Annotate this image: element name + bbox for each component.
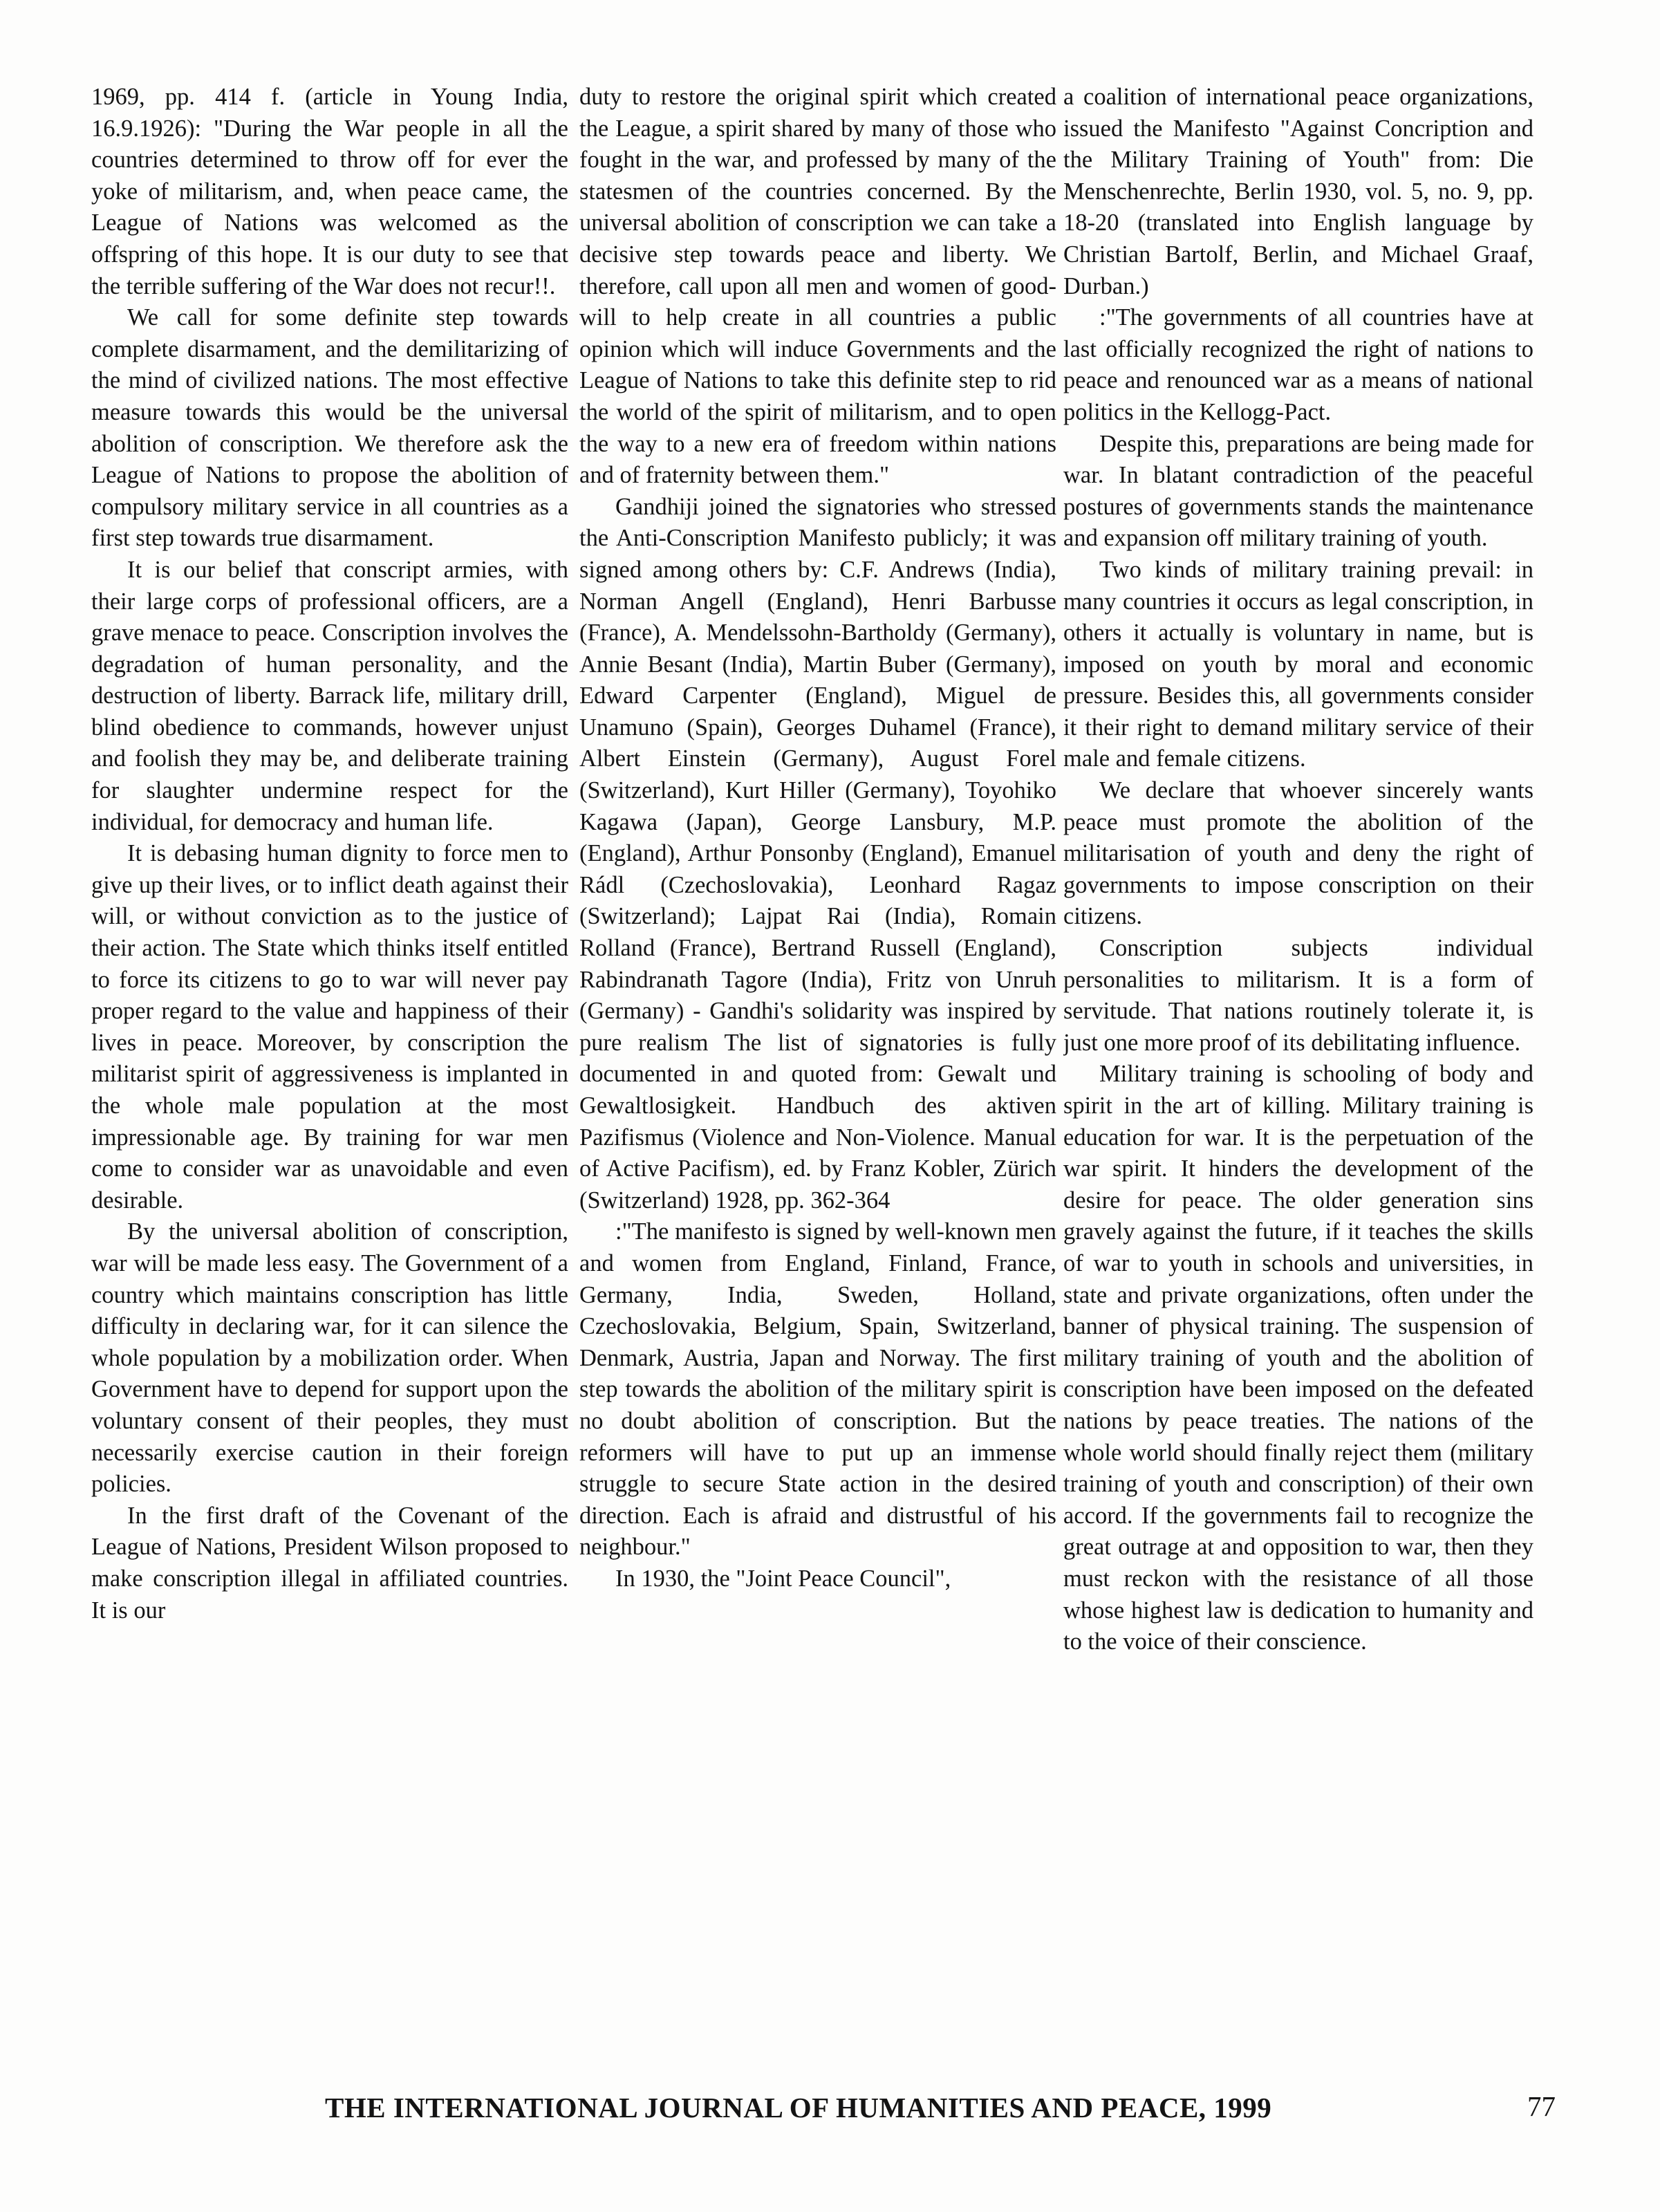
paragraph: We declare that whoever sincerely wants peace must promote the abolition of the militarisation of youth and deny the right of governments to impose conscription on their citizens. [1063,777,1533,930]
paragraph: :"The manifesto is signed by well-known men and women from England, Finland, France, Germany, India, Sweden, Holland, Czechoslovakia, Belgium, Spain, Switzerland, Denmark, Austria, Japan and Norway. The first step towards the abolition of the military spirit is no doubt abolition of conscription. But the reformers will have to put up an immense struggle to secure State action in the desired direction. Each is afraid and distrustful of his neighbour." [579,1218,1056,1561]
page-footer [325,2091,1556,2139]
paragraph: In 1930, the "Joint Peace Council", [615,1565,951,1592]
journal-title: THE INTERNATIONAL JOURNAL OF HUMANITIES AND PEACE, 1999 [325,2092,1272,2123]
paragraph: Gandhiji joined the signatories who stressed the Anti-Conscription Manifesto publicly; it was signed among others by: C.F. Andrews (India), Norman Angell (England), Henri Barbusse (France), A. Mendelssohn-Bartholdy (Germany), Annie Besant (India), Martin Buber (Germany), Edward Carpenter (England), Miguel de Unamuno (Spain), Georges Duhamel (France), Albert Einstein (Germany), August Forel (Switzerland), Kurt Hiller (Germany), Toyohiko Kagawa (Japan), George Lansbury, M.P. (England), Arthur Ponsonby (England), Emanuel Rádl (Czechoslovakia), Leonhard Ragaz (Switzerland); Lajpat Rai (India), Romain Rolland (France), Bertrand Russell (England), Rabindranath Tagore (India), Fritz von Unruh (Germany) - Gandhi's solidarity was inspired by pure realism The list of signatories is fully documented in and quoted from: Gewalt und Gewaltlosigkeit. Handbuch des aktiven Pazifismus (Violence and Non-Violence. Manual of Active Pacifism), ed. by Franz Kobler, Zürich (Switzerland) 1928, pp. 362-364 [579,493,1056,1214]
paragraph: Despite this, preparations are being made for war. In blatant contradiction of the peaceful postures of governments stands the maintenance and expansion off military training of youth. [1063,430,1533,552]
paragraph: By the universal abolition of conscription, war will be made less easy. The Government of a country which maintains conscription has little difficulty in declaring war, for it can silence the whole population by a mobilization order. When Government have to depend for support upon the voluntary consent of their peoples, they must necessarily exercise caution in their foreign policies. [91,1218,568,1498]
page-number: 77 [1527,2090,1556,2122]
text-column-1 [91,82,568,2038]
paragraph: Two kinds of military training prevail: in many countries it occurs as legal conscription, in others it actually is voluntary in name, but is imposed on youth by moral and economic pressure. Besides this, all governments consider it their right to demand military service of their male and female citizens. [1063,556,1533,772]
paragraph: 1969, pp. 414 f. (article in Young India, 16.9.1926): "During the War people in all the countries determined to throw off for ever the yoke of militarism, and, when peace came, the League of Nations was welcomed as the offspring of this hope. It is our duty to see that the terrible suffering of the War does not recur!!. [91,84,568,299]
paragraph: In the first draft of the Covenant of the League of Nations, President Wilson proposed to make conscription illegal in affiliated countries. It is our [91,1502,568,1624]
paragraph: duty to restore the original spirit which created the League, a spirit shared by many of those who fought in the war, and professed by many of the statesmen of the countries concerned. By the universal abolition of conscription we can take a decisive step towards peace and liberty. We therefore, call upon all men and women of good-will to help create in all countries a public opinion which will induce Governments and the League of Nations to take this definite step to rid the world of the spirit of militarism, and to open the way to a new era of freedom within nations and of fraternity between them." [579,84,1056,489]
paragraph: We call for some definite step towards complete disarmament, and the demilitarizing of the mind of civilized nations. The most effective measure towards this would be the universal abolition of conscription. We therefore ask the League of Nations to propose the abolition of compulsory military service in all countries as a first step towards true disarmament. [91,304,568,552]
text-column-3 [1063,82,1533,2038]
paragraph: It is our belief that conscript armies, with their large corps of professional officers, are a grave menace to peace. Conscription involves the degradation of human personality, and the destruction of liberty. Barrack life, military drill, blind obedience to commands, however unjust and foolish they may be, and deliberate training for slaughter undermine respect for the individual, for democracy and human life. [91,556,568,835]
text-column-2 [579,82,1056,2038]
paragraph: Military training is schooling of body and spirit in the art of killing. Military training is education for war. It is the perpetuation of the war spirit. It hinders the development of the desire for peace. The older generation sins gravely against the future, if it teaches the skills of war to youth in schools and universities, in state and private organizations, often under the banner of physical training. The suspension of military training of youth and the abolition of conscription have been imposed on the defeated nations by peace treaties. The nations of the whole world should finally reject them (military training of youth and conscription) of their own accord. If the governments fail to recognize the great outrage at and opposition to war, then they must reckon with the resistance of all those whose highest law is dedication to humanity and to the voice of their conscience. [1063,1061,1533,1655]
paragraph: a coalition of international peace organizations, issued the Manifesto "Against Concription and the Military Training of Youth" from: Die Menschenrechte, Berlin 1930, vol. 5, no. 9, pp. 18-20 (translated into English language by Christian Bartolf, Berlin, and Michael Graaf, Durban.) [1063,84,1533,299]
paragraph: Conscription subjects individual personalities to militarism. It is a form of servitude. That nations routinely tolerate it, is just one more proof of its debilitating influence. [1063,935,1533,1056]
paragraph: It is debasing human dignity to force men to give up their lives, or to inflict death against their will, or without conviction as to the justice of their action. The State which thinks itself entitled to force its citizens to go to war will never pay proper regard to the value and happiness of their lives in peace. Moreover, by conscription the militarist spirit of aggressiveness is implanted in the whole male population at the most impressionable age. By training for war men come to consider war as unavoidable and even desirable. [91,840,568,1214]
paragraph: :"The governments of all countries have at last officially recognized the right of nations to peace and renounced war as a means of national politics in the Kellogg-Pact. [1063,304,1533,425]
